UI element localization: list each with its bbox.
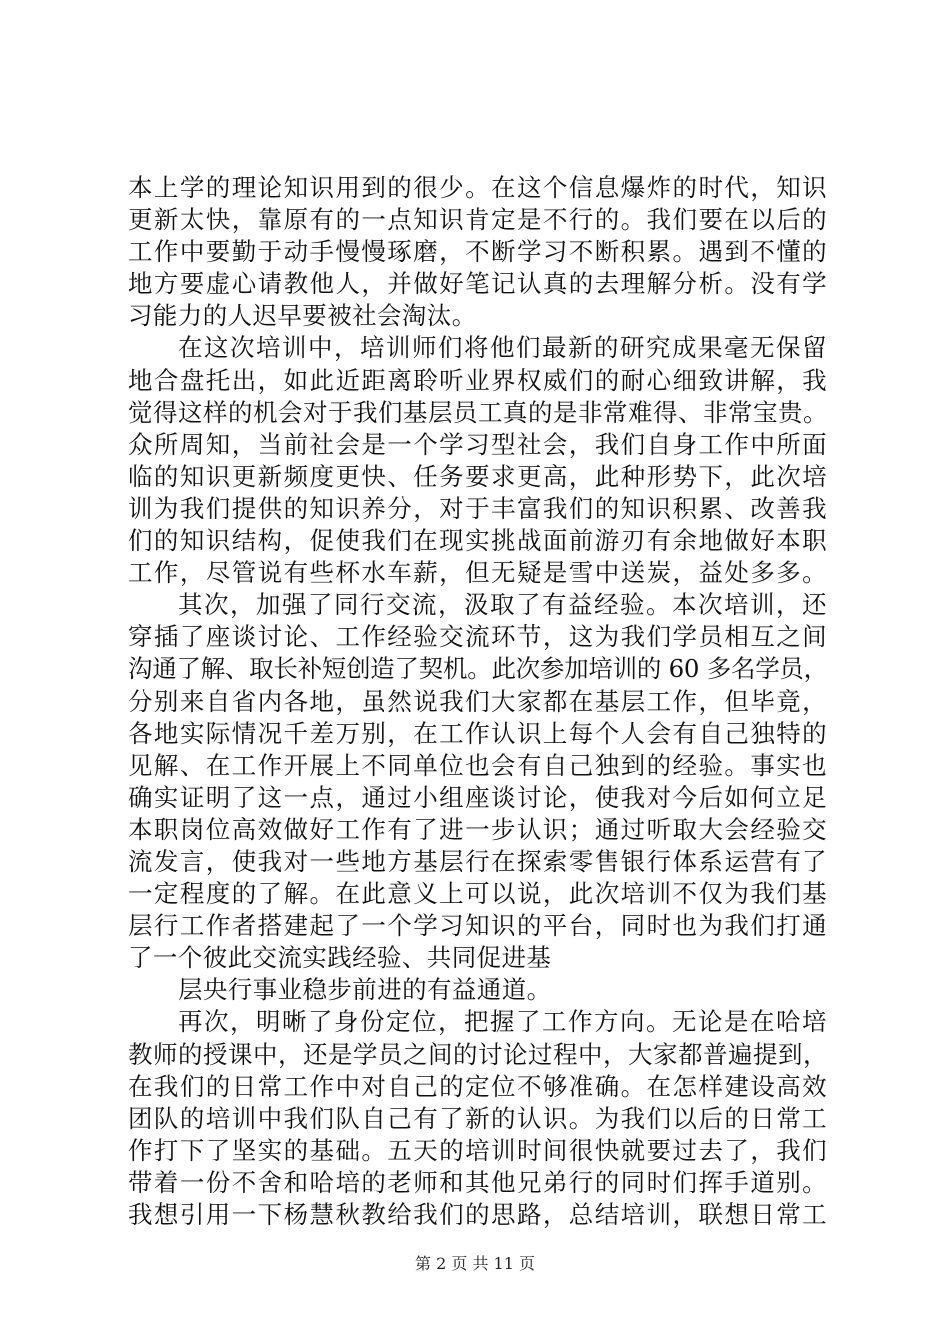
text-line: 带着一份不舍和哈培的老师和其他兄弟行的同时们挥手道别。	[128, 1167, 829, 1197]
text-line: 在我们的日常工作中对自己的定位不够准确。在怎样建设高效	[128, 1071, 829, 1101]
text-line: 一定程度的了解。在此意义上可以说，此次培训不仅为我们基	[128, 879, 829, 909]
text-line: 各地实际情况千差万别，在工作认识上每个人会有自己独特的	[128, 718, 829, 748]
text-line: 我想引用一下杨慧秋教给我们的思路，总结培训，联想日常工	[128, 1200, 829, 1229]
text-line: 沟通了解、取长补短创造了契机。此次参加培训的 60 多名学员，	[128, 654, 828, 684]
text-line: 本上学的理论知识用到的很少。在这个信息爆炸的时代，知识	[128, 173, 829, 202]
text-line: 习能力的人迟早要被社会淘汰。	[128, 301, 477, 331]
body-text	[128, 172, 828, 1231]
text-line: 地方要虚心请教他人，并做好笔记认真的去理解分析。没有学	[128, 269, 829, 299]
text-line: 们的知识结构，促使我们在现实挑战面前游刃有余地做好本职	[128, 526, 829, 556]
text-line: 再次，明晰了身份定位，把握了工作方向。无论是在哈培	[178, 1007, 828, 1037]
text-line: 临的知识更新频度更快、任务要求更高，此种形势下，此次培	[128, 461, 829, 491]
text-line: 教师的授课中，还是学员之间的讨论过程中，大家都普遍提到，	[128, 1039, 828, 1069]
text-line: 地合盘托出，如此近距离聆听业界权威们的耐心细致讲解，我	[128, 365, 829, 395]
text-line: 作打下了坚实的基础。五天的培训时间很快就要过去了，我们	[128, 1135, 829, 1165]
text-line: 更新太快，靠原有的一点知识肯定是不行的。我们要在以后的	[128, 205, 829, 235]
text-line: 流发言，使我对一些地方基层行在探索零售银行体系运营有了	[128, 846, 829, 876]
text-line: 工作中要勤于动手慢慢琢磨，不断学习不断积累。遇到不懂的	[128, 237, 829, 267]
text-line: 其次，加强了同行交流，汲取了有益经验。本次培训，还	[178, 590, 828, 620]
text-line: 在这次培训中，培训师们将他们最新的研究成果毫无保留	[178, 333, 828, 363]
text-line: 团队的培训中我们队自己有了新的认识。为我们以后的日常工	[128, 1103, 829, 1133]
text-line: 层行工作者搭建起了一个学习知识的平台，同时也为我们打通	[128, 911, 829, 941]
page-footer: 第 2 页 共 11 页	[415, 1254, 535, 1273]
text-line: 训为我们提供的知识养分，对于丰富我们的知识积累、改善我	[128, 493, 829, 523]
text-line: 觉得这样的机会对于我们基层员工真的是非常难得、非常宝贵。	[128, 397, 828, 427]
text-line: 穿插了座谈讨论、工作经验交流环节，这为我们学员相互之间	[128, 622, 829, 652]
text-line: 见解、在工作开展上不同单位也会有自己独到的经验。事实也	[128, 750, 829, 780]
text-line: 确实证明了这一点，通过小组座谈讨论，使我对今后如何立足	[128, 782, 829, 812]
text-line: 分别来自省内各地，虽然说我们大家都在基层工作，但毕竟，	[128, 686, 829, 716]
text-line: 本职岗位高效做好工作有了进一步认识；通过听取大会经验交	[128, 814, 829, 844]
text-line: 了一个彼此交流实践经验、共同促进基	[128, 943, 552, 973]
text-line: 层央行事业稳步前进的有益通道。	[178, 975, 552, 1005]
text-line: 工作，尽管说有些杯水车薪，但无疑是雪中送炭，益处多多。	[128, 558, 829, 588]
text-line: 众所周知，当前社会是一个学习型社会，我们自身工作中所面	[128, 429, 829, 459]
